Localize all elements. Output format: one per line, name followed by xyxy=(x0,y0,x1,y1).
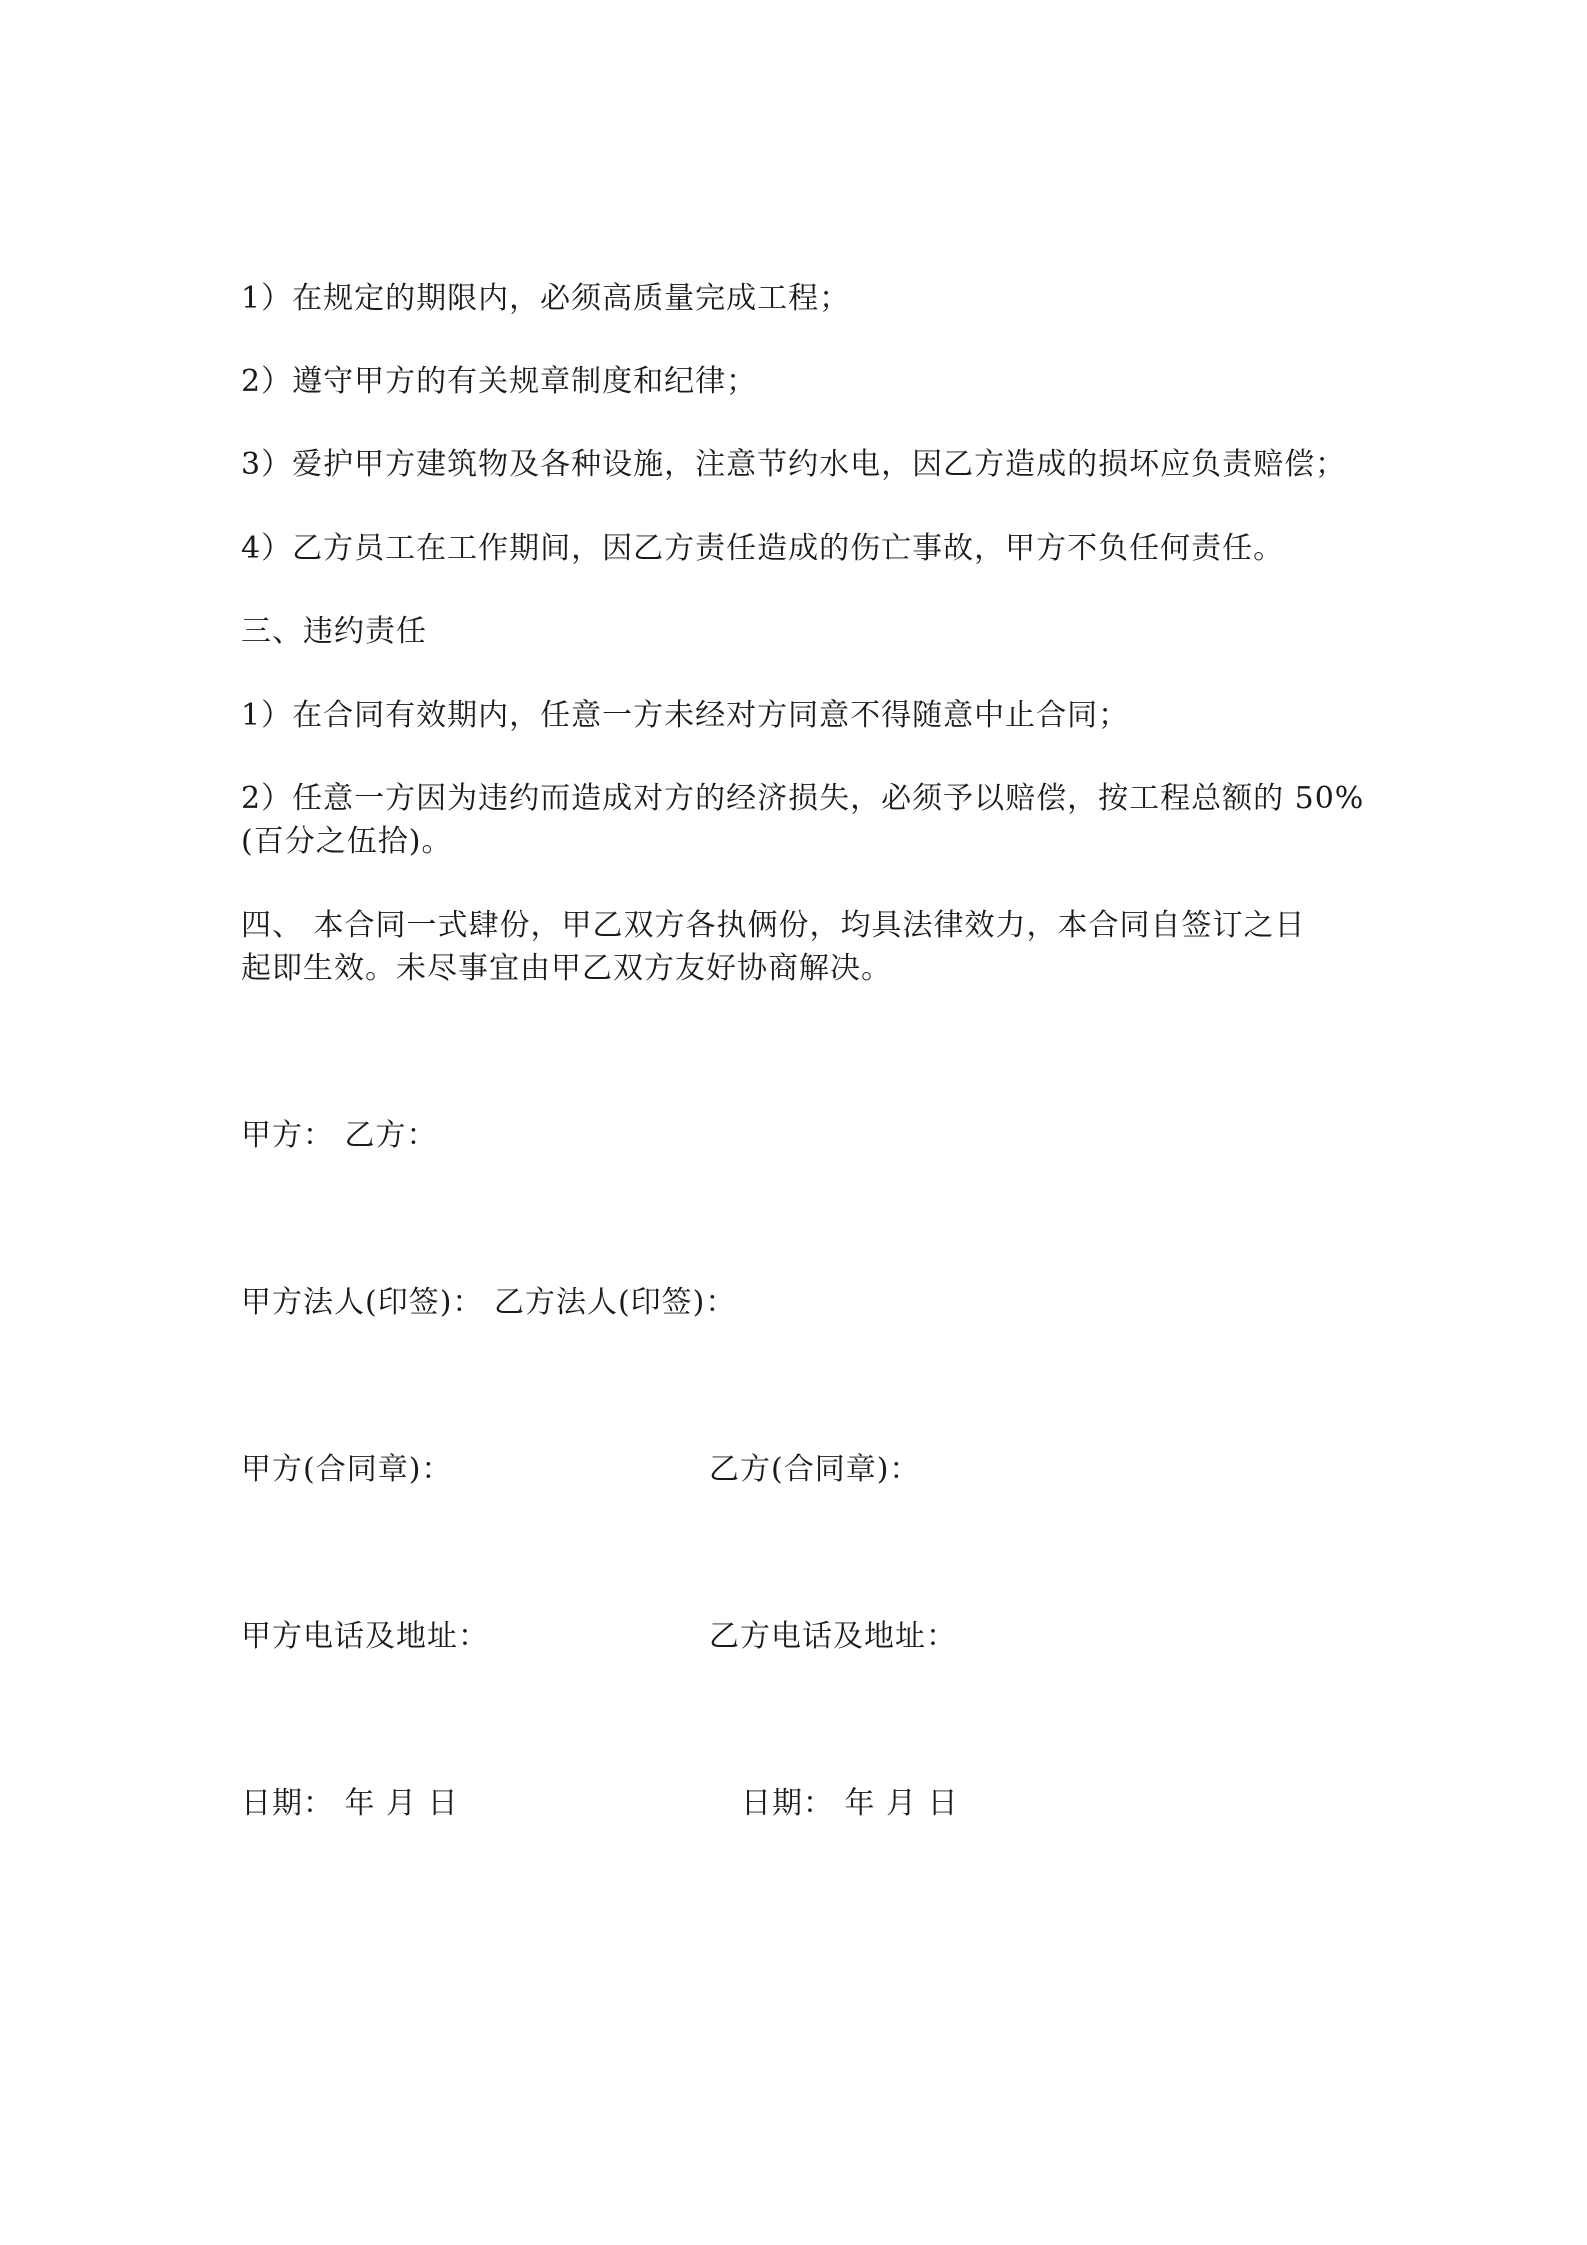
breach-item-1: 1）在合同有效期内，任意一方未经对方同意不得随意中止合同； xyxy=(241,698,1130,733)
breach-item-2-line-2: (百分之伍拾)。 xyxy=(241,824,453,859)
contact-party-b: 乙方电话及地址： xyxy=(709,1619,957,1654)
seal-party-a: 甲方(合同章)： xyxy=(241,1452,453,1487)
contact-party-a: 甲方电话及地址： xyxy=(241,1619,489,1654)
breach-item-2-line-1: 2）任意一方因为违约而造成对方的经济损失，必须予以赔偿，按工程总额的 50% xyxy=(241,781,1365,816)
date-party-a: 日期： 年 月 日 xyxy=(241,1786,459,1821)
seal-party-b: 乙方(合同章)： xyxy=(709,1452,921,1487)
section-4-line-1: 四、 本合同一式肆份，甲乙双方各执俩份，均具法律效力，本合同自签订之日 xyxy=(241,908,1306,943)
obligation-item-2: 2）遵守甲方的有关规章制度和纪律； xyxy=(241,364,758,399)
section-4-line-2: 起即生效。未尽事宜由甲乙双方友好协商解决。 xyxy=(241,951,892,986)
obligation-item-4: 4）乙方员工在工作期间，因乙方责任造成的伤亡事故，甲方不负任何责任。 xyxy=(241,531,1285,566)
obligation-item-1: 1）在规定的期限内，必须高质量完成工程； xyxy=(241,281,851,316)
parties-line: 甲方： 乙方： xyxy=(241,1118,438,1153)
obligation-item-3: 3）爱护甲方建筑物及各种设施，注意节约水电，因乙方造成的损坏应负责赔偿； xyxy=(241,447,1347,482)
section-3-heading: 三、违约责任 xyxy=(241,614,427,649)
date-party-b: 日期： 年 月 日 xyxy=(741,1786,959,1821)
legal-persons-line: 甲方法人(印签)： 乙方法人(印签)： xyxy=(241,1285,737,1320)
